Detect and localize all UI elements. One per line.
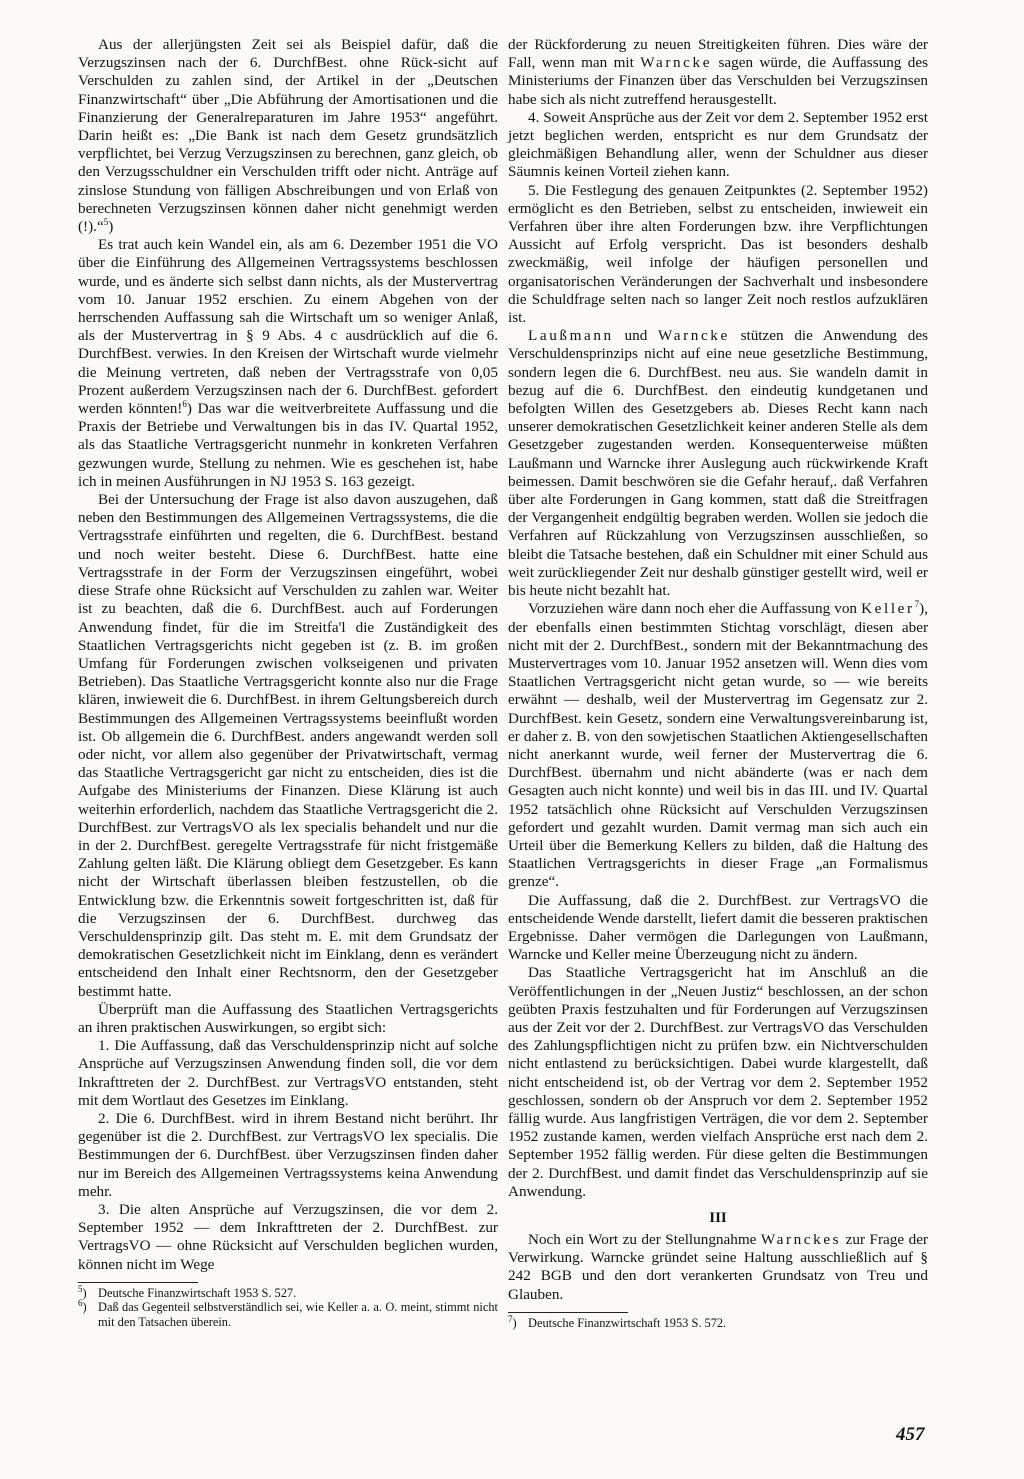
footnote-ref: 5 (103, 216, 109, 227)
list-item: 2. Die 6. DurchfBest. wird in ihrem Bestand nicht berührt. Ihr gegenüber ist die 2. DurchfBest. zur VertragsVO lex specialis. Die Bestimmungen der 6. DurchfBest. über Verzugszinsen finden daher nur im Bereich des Allgemeinen Vertragssystems keina Anwendung mehr. (78, 1109, 498, 1200)
right-column (508, 36, 928, 1330)
footnote: $^6$) Daß das Gegenteil selbstverständlich sei, wie Keller a. a. O. meint, stimmt nicht mit den Tatsachen überein. (78, 1298, 498, 1329)
list-item: 4. Soweit Ansprüche aus der Zeit vor dem 2. September 1952 erst jetzt beglichen werden, entspricht es nur dem Grundsatz der gleichmäßigen Behandlung aller, wenn der Schuldner aus dieser Säumnis keinen Vorteil ziehen kann. (508, 108, 928, 181)
footnote-text: Deutsche Finanzwirtschaft 1953 S. 527. (98, 1285, 297, 1300)
footnote: $^7$) Deutsche Finanzwirtschaft 1953 S. 572. (508, 1313, 727, 1330)
footnote-ref: 7 (914, 599, 920, 610)
paragraph-text: Noch ein Wort zu der Stellungnahme (528, 1231, 757, 1248)
author-name: Warncke (640, 54, 713, 72)
paragraph-text: stützen die Anwendung des Verschuldensprinzips nicht auf eine neue gesetzliche Bestimmung, sondern legen die 6. DurchfBest. neu aus. Sie wandeln damit in bezug auf die 6. DurchfBest. den eindeutig kundgetanen und befolgten Willen des Gesetzgebers ab. Dieses Recht kann nach unserer demokratischen Gesetzlichkeit keiner anderen Stelle als dem Gesetzgeber zugestanden werden. Konsequenterweise müßten Laußmann und Warncke ihrer Auslegung auch rückwirkende Kraft beimessen. Damit beschwören sie die Gefahr herauf,. daß Verfahren über alte Forderungen in Gang kommen, statt daß die Streitfragen der Vergangenheit endgültig begraben werden. Wollen sie jedoch die Verfahren auf Rückzahlung von Verzugszinsen ausschließen, so bleibt die Tatsache bestehen, daß ein Schuldner mit einer Schuld aus weit zurückliegender Zeit nur deshalb günstiger gestellt wird, weil er bis heute nicht bezahlt hat. (508, 327, 929, 600)
paragraph: Bei der Untersuchung der Frage ist also davon auszugehen, daß neben den Bestimmungen des Allgemeinen Vertragssystems, die die Vertragsstrafe einführten und regelten, die 6. DurchfBest. bestand und noch weiter besteht. Diese 6. DurchfBest. hatte eine Vertragsstrafe in der Form der Verzugszinsen eingeführt, wobei diese Strafe ohne Rücksicht auf Verschulden zu zahlen war. Weiter ist zu beachten, daß die 6. DurchfBest. auch auf Forderungen Anwendung findet, für die im Streitfa'l die Zuständigkeit des Staatlichen Vertragsgerichts nicht gegeben ist (z. B. im großen Umfang für Forderungen zwischen volkseigenen und privaten Betrieben). Das Staatliche Vertragsgericht konnte also nur die Frage klären, inwieweit die 6. DurchfBest. in ihrem Geltungsbereich durch Bestimmungen des Allgemeinen Vertragssystems beeinflußt worden ist. Ob allgemein die 6. DurchfBest. anders angewandt werden soll oder nicht, vor allem also gegenüber der Privatwirtschaft, vermag das Staatliche Vertragsgericht gar nicht zu entscheiden, dies ist die Aufgabe des Ministeriums der Finanzen. Diese Klärung ist auch weiterhin erforderlich, nachdem das Staatliche Vertragsgericht die 2. DurchfBest. zur VertragsVO als lex specialis behandelt und nur die in der 2. DurchfBest. geregelte Vertragsstrafe für nicht fristgemäße Zahlung gelten läßt. Die Klärung obliegt dem Gesetzgeber. Es kann nicht der Wirtschaft überlassen bleiben festzustellen, ob die Entwicklung bzw. die Erkenntnis soweit fortgeschritten ist, daß für die Verzugszinsen der 6. DurchfBest. durchweg das Verschuldensprinzip gilt. Das steht m. E. mit dem Grundsatz der demokratischen Gesetzlichkeit nicht im Einklang, denn es verändert entscheidend den Inhalt einer Rechtsnorm, den der Gesetzgeber bestimmt hatte. (78, 491, 498, 1000)
paragraph (508, 1231, 928, 1304)
list-item: 1. Die Auffassung, daß das Verschuldensprinzip nicht auf solche Ansprüche auf Verzugszinsen Anwendung finden soll, die vor dem Inkrafttreten der 2. DurchfBest. zur VertragsVO entstanden, steht mit dem Wortlaut des Gesetzes im Einklang. (78, 1037, 498, 1109)
footnote-number: 7 (508, 1313, 513, 1324)
paragraph (508, 327, 928, 600)
paragraph-text: Es trat auch kein Wandel ein, als am 6. Dezember 1951 die VO über die Einführung des Allgemeinen Vertragssystems beschlossen wurde, und es änderte sich selbst dann nichts, als der Mustervertrag vom 10. Januar 1952 erschien. Zu einem Abgehen von der herrschenden Auffassung sah die Wirtschaft um so weniger Anlaß, als der Mustervertrag in § 9 Abs. 4 c ausdrücklich auf die 6. DurchfBest. verwies. In den Kreisen der Wirtschaft wurde vielmehr die Meinung vertreten, daß neben der Vertragsstrafe von 0,05 Prozent außerdem Verzugszinsen nach der 6. DurchfBest. gefordert werden könnten! (78, 236, 498, 418)
footnote-ref: 6 (182, 399, 187, 409)
author-name: Laußmann (528, 327, 614, 345)
paragraph-text: ) Das war die weitverbreitete Auffassung und die Praxis der Betriebe und Verwaltungen bis in das IV. Quartal 1952, als das Staatliche Vertragsgericht nunmehr in konkreten Verfahren gezwungen wurde, Stellung zu nehmen. Wie es geschehen ist, habe ich in meinen Ausführungen in NJ 1953 S. 163 gezeigt. (78, 400, 498, 490)
footnote-text: Daß das Gegenteil selbstverständlich sei, wie Keller a. a. O. meint, stimmt nicht mit den Tatsachen überein. (98, 1300, 498, 1329)
footnotes (78, 1282, 498, 1330)
author-name: Warncke (658, 327, 730, 345)
paragraph-text: zur Frage der Verwirkung. Warncke gründet seine Haltung ausschließlich auf § 242 BGB und den dort verankerten Grundsatz von Treu und Glauben. (508, 1231, 928, 1303)
author-name: Keller (861, 600, 915, 618)
list-item: 3. Die alten Ansprüche auf Verzugszinsen, die vor dem 2. September 1952 — dem Inkrafttreten der 2. DurchfBest. zur VertragsVO — ohne Rücksicht auf Verschulden beglichen wurden, können nicht im Wege (78, 1201, 498, 1273)
list-item: 5. Die Festlegung des genauen Zeitpunktes (2. September 1952) ermöglicht es den Betrieben, selbst zu entscheiden, inwieweit ein Verfahren über ihre alten Forderungen bzw. ihre Verpflichtungen Aussicht auf Erfolg verspricht. Das ist besonders deshalb zweckmäßig, weil infolge der häufigen personellen und organisatorischen Veränderungen der Sachverhalt und insbesondere die Schuldfrage selten nach so langer Zeit noch restlos aufzuklären ist. (508, 181, 928, 327)
footnote-number: 6 (78, 1298, 83, 1309)
paragraph-text: und (624, 327, 648, 345)
footnote: $^5$) Deutsche Finanzwirtschaft 1953 S. 527. (78, 1283, 297, 1300)
paragraph (508, 36, 928, 109)
paragraph (508, 600, 928, 891)
paragraph-text: sagen würde, die Auffassung des Ministeriums der Finanzen über das Verschulden bei Verzugszinsen habe sich als nicht zutreffend herausgestellt. (508, 54, 929, 108)
paragraph (78, 236, 498, 491)
left-column (78, 36, 498, 1330)
section-heading: III (709, 1210, 727, 1226)
footnote-number: 5 (78, 1283, 83, 1294)
footnote-text: Deutsche Finanzwirtschaft 1953 S. 572. (528, 1315, 727, 1330)
paragraph: Die Auffassung, daß die 2. DurchfBest. zur VertragsVO die entscheidende Wende darstellt, liefert damit die besseren praktischen Ergebnisse. Daher vermögen die Darlegungen von Laußmann, Warncke und Keller meine Überzeugung nicht zu ändern. (508, 891, 928, 964)
paragraph: Das Staatliche Vertragsgericht hat im Anschluß an die Veröffentlichungen in der „Neuen Justiz“ beschlossen, an der schon geübten Praxis festzuhalten und für Forderungen auf Verzugszinsen aus der Zeit vor der 2. DurchfBest. zur VertragsVO das Verschulden des Zahlungspflichtigen nicht zu prüfen bzw. ein Nichtverschulden nicht entlastend zu berücksichtigen. Dabei wurde klargestellt, daß nicht entscheidend ist, ob der Vertrag vor dem 2. September 1952 geschlossen, sondern ob der Anspruch vor dem 2. September 1952 fällig wurde. Aus langfristigen Verträgen, die vor dem 2. September 1952 zustande kamen, werden vielfach Ansprüche erst nach dem 2. September 1952 fällig werden. Für diese gelten die Bestimmungen der 2. DurchfBest. und damit findet das Verschuldensprinzip auf sie Anwendung. (508, 964, 928, 1200)
paragraph-text: der Rückforderung zu neuen Streitigkeiten führen. Dies wäre der Fall, wenn man mit (508, 36, 928, 72)
page-number: 457 (896, 1424, 925, 1445)
paragraph: Überprüft man die Auffassung des Staatlichen Vertragsgerichts an ihren praktischen Auswirkungen, so ergibt sich: (78, 1000, 498, 1036)
paragraph-text: ), der ebenfalls einen bestimmten Stichtag vorschlägt, diesen aber nicht mit der 2. DurchfBest., sondern mit der Bekanntmachung des Mustervertrages vom 10. Januar 1952 ansetzen will. Wenn dies vom Staatlichen Vertragsgericht nicht getan wurde, so — wie bereits erwähnt — deshalb, weil der Mustervertrag im Gegensatz zur 2. DurchfBest. kein Gesetz, sondern eine Verwaltungsvereinbarung ist, er daher z. B. von den sowjetischen Staatlichen Aktiengesellschaften nicht anerkannt wurde, weil ferner der Mustervertrag die 6. DurchfBest. übernahm und nicht abänderte (was er nach dem Gesagten auch nicht konnte) und weil bis in das III. und IV. Quartal 1952 tatsächlich ohne Rücksicht auf Verschulden Verzugszinsen gefordert und gezahlt wurden. Damit vermag man sich auch ein Urteil über die Bemerkung Kellers zu bilden, daß die Haltung des Staatlichen Vertragsgerichts in dieser Frage „an Formalismus grenze“. (508, 600, 929, 891)
footnote-divider (78, 1282, 198, 1283)
paragraph-text: Aus der allerjüngsten Zeit sei als Beispiel dafür, daß die Verzugszinsen nach der 6. DurchfBest. ohne Rück-sicht auf Verschulden zu zahlen sind, der Artikel in der „Deutschen Finanzwirtschaft“ über „Die Abführung der Amortisationen und die Finanzierung der Generalreparaturen im Jahre 1953“ angeführt. Darin heißt es: „Die Bank ist nach dem Gesetz grundsätzlich verpflichtet, bei Verzug Verzugszinsen zu berechnen, ganz gleich, ob den Verzugsschuldner ein Verschulden trifft oder nicht. Anträge auf zinslose Stundung von fälligen Abschreibungen und von Erlaß von berechneten Verzugszinsen können daher nicht genehmigt werden (!).“ (78, 36, 498, 236)
author-name: Warnckes (760, 1231, 842, 1248)
paragraph-text: Vorzuziehen wäre dann noch eher die Auffassung von (528, 600, 858, 618)
footnotes (508, 1312, 928, 1331)
paragraph: Aus der allerjüngsten Zeit sei als Beispiel dafür, daß die Verzugszinsen nach der 6. DurchfBest. ohne Rück-sicht auf Verschulden zu zahlen sind, der Artikel in der „Deutschen Finanzwirtschaft“ über „Die Abführung der Amortisationen und die Finanzierung der Generalreparaturen im Jahre 1953“ angeführt. Darin heißt es: „Die Bank ist nach dem Gesetz grundsätzlich verpflichtet, bei Verzug Verzugszinsen zu berechnen, ganz gleich, ob den Verzugsschuldner ein Verschulden trifft oder nicht. Anträge auf zinslose Stundung von fälligen Abschreibungen und von Erlaß von berechneten Verzugszinsen können daher nicht genehmigt werden (!).“$^5$) (78, 36, 498, 236)
footnote-divider (508, 1312, 628, 1313)
